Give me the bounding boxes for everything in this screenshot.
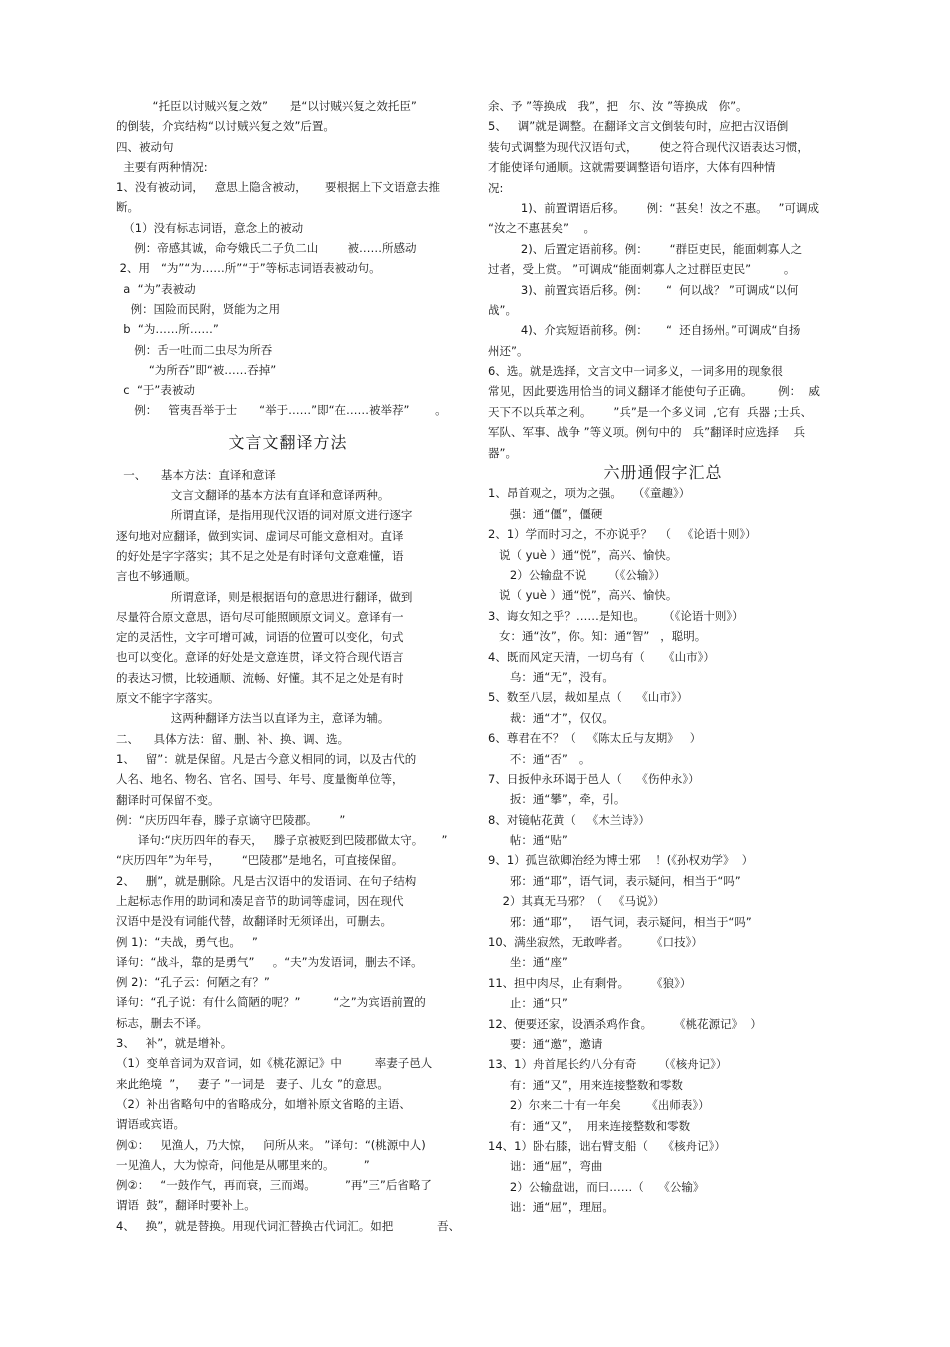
right-text-line: 4)、介宾短语前移。例： “ 还自扬州。”可调成“自扬 <box>488 323 801 338</box>
right-text-line: 要：通“邀”，邀请 <box>488 1036 603 1051</box>
right-text-line: 13、1）舟首尾长约八分有奇 （《核舟记》） <box>488 1057 728 1072</box>
right-text-line: 7、日扳仲永环谒于邑人（ 《伤仲永》） <box>488 771 700 786</box>
right-text-line: 3、诲女知之乎？……是知也。 （《论语十则》） <box>488 608 744 623</box>
right-text-line: 2）尔来二十有一年矣 《出师表》） <box>488 1098 710 1113</box>
right-text-line: 器”。 <box>488 445 517 460</box>
left-text-line: 2、用 “为”“为……所”“于”等标志词语表被动句。 <box>116 261 381 276</box>
right-text-line: 余、予 ”等换成 我”，把 尔、汝 ”等换成 你”。 <box>488 99 748 113</box>
right-text-line: “汝之不惠甚矣” 。 <box>488 221 596 236</box>
left-text-line: 来此绝境 ”， 妻子 ”一词是 妻子、儿女 ”的意思。 <box>116 1076 389 1091</box>
right-text-line: 诎：通“屈”，理屈。 <box>488 1200 614 1215</box>
left-text-line: 例：国险而民附，贤能为之用 <box>116 301 281 316</box>
left-text-line: 例 2)：“孔子云：何陋之有？” <box>116 975 270 990</box>
right-text-line: 天下不以兵革之利。 ”兵”是一个多义词 ,它有 兵器 ;士兵、 <box>488 404 813 419</box>
right-text-line: 6、选。就是选择，文言文中一词多义，一词多用的现象很 <box>488 364 783 379</box>
left-text-line: 一见渔人，大为惊奇，问他是从哪里来的。 ” <box>116 1157 370 1172</box>
left-text-line: 四、被动句 <box>116 139 174 154</box>
left-text-line: 主要有两种情况: <box>116 159 208 174</box>
right-text-line: 诎：通“屈”，弯曲 <box>488 1159 603 1174</box>
left-text-line: （2）补出省略句中的省略成分，如增补原文省略的主语、 <box>116 1096 411 1111</box>
right-text-line: 过者，受上赏。 ”可调成“能面刺寡人之过群臣吏民” 。 <box>488 262 796 277</box>
left-text-line: 文言文翻译的基本方法有直译和意译两种。 <box>116 488 390 503</box>
left-text-line: 3、 补”，就是增补。 <box>116 1036 233 1051</box>
left-text-line: 上起标志作用的助词和凑足音节的助词等虚词，因在现代 <box>116 893 404 908</box>
left-text-line: 的表达习惯，比较通顺、流畅、好懂。其不足之处是有时 <box>116 670 404 685</box>
left-text-line: 例：舌一吐而二虫尽为所吞 <box>116 342 273 357</box>
right-text-line: 10、满坐寂然，无敢哗者。 《口技》） <box>488 935 703 950</box>
right-text-line: 才能使译句通顺。这就需要调整语句语序，大体有四种情 <box>488 160 776 175</box>
left-text-line: 谓语 鼓”，翻译时要补上。 <box>116 1198 256 1213</box>
left-text-line: 逐句地对应翻译，做到实词、虚词尽可能文意相对。直译 <box>116 528 404 543</box>
left-text-line: b “为……所……” <box>116 322 219 337</box>
left-text-line: 汉语中是没有词能代替，故翻译时无须译出，可删去。 <box>116 914 392 929</box>
right-text-line: 裁：通“才”，仅仅。 <box>488 710 614 725</box>
left-text-line: 所谓直译，是指用现代汉语的词对原文进行逐字 <box>116 508 413 523</box>
right-text-line: 说（ yuè ）通“悦”，高兴、愉快。 <box>488 588 678 603</box>
left-text-line: 翻译时可保留不变。 <box>116 792 220 807</box>
right-text-line: 5、数至八层，裁如星点（ 《山市》） <box>488 690 689 705</box>
right-text-line: 2）公输盘不说 （《公输》） <box>488 567 666 582</box>
left-text-line: 例：帝感其诚，命夸娥氏二子负二山 被……所感动 <box>116 241 417 256</box>
right-text-line: 乌：通“无”，没有。 <box>488 669 614 684</box>
left-text-line: a “为”表被动 <box>116 281 196 296</box>
right-text-line: 11、担中肉尽，止有剩骨。 《狼》） <box>488 975 692 990</box>
left-text-line: 例②： “一鼓作气，再而衰，三而竭。 ”再”三”后省略了 <box>116 1178 432 1193</box>
right-text-line: 说（ yuè ）通“悦”，高兴、愉快。 <box>488 547 678 562</box>
left-text-line: （1）变单音词为双音词，如《桃花源记》中 率妻子邑人 <box>116 1056 433 1071</box>
left-text-line: 2、 删”，就是删除。凡是古汉语中的发语词、在句子结构 <box>116 873 417 888</box>
left-text-line: 一、 基本方法：直译和意译 <box>116 467 276 482</box>
right-text-line: 5、 调”就是调整。在翻译文言文倒装句时，应把古汉语倒 <box>488 119 789 134</box>
right-text-line: 常见，因此要选用恰当的词义翻译才能使句子正确。 例： 威 <box>488 384 820 399</box>
left-text-line: 的好处是字字落实；其不足之处是有时译句文意难懂，语 <box>116 548 404 563</box>
left-text-line: 例： 管夷吾举于士 “举于……”即“在……被举荐” 。 <box>116 403 447 418</box>
right-text-line: 2）其真无马邪？（ 《马说》） <box>488 894 665 909</box>
left-text-line: 的倒装，介宾结构“以讨贼兴复之效”后置。 <box>116 119 335 134</box>
right-text-line: 8、对镜帖花黄（ 《木兰诗》） <box>488 812 651 827</box>
left-text-line: 人名、地名、物名、官名、国号、年号、度量衡单位等， <box>116 772 404 787</box>
right-text-line: 扳：通“攀”，牵，引。 <box>488 792 626 807</box>
left-text-line: 这两种翻译方法当以直译为主，意译为辅。 <box>116 711 390 726</box>
right-column <box>488 96 838 1217</box>
right-text-line: 2）公输盘诎，而曰……（ 《公输》 <box>488 1179 705 1194</box>
left-text-line: 标志，删去不译。 <box>116 1015 208 1030</box>
right-text-line: 2)、后置定语前移。例： “群臣吏民，能面刺寡人之 <box>488 241 803 256</box>
right-text-line: 不：通“否” 。 <box>488 751 591 766</box>
left-text-line: “托臣以讨贼兴复之效” 是“以讨贼兴复之效托臣” <box>116 99 417 113</box>
left-text-line: 1、没有被动词， 意思上隐含被动， 要根据上下文语意去推 <box>116 180 441 195</box>
right-text-line: 帖：通“贴” <box>488 833 568 848</box>
left-text-line: 谓语或宾语。 <box>116 1117 185 1132</box>
right-text-line: 军队、军事、战争 ”等义项。例句中的 兵”翻译时应选择 兵 <box>488 425 806 440</box>
right-text-line: 战”。 <box>488 302 517 317</box>
left-section-heading: 文言文翻译方法 <box>228 432 348 452</box>
left-text-line: 1、 留”：就是保留。凡是古今意义相同的词，以及古代的 <box>116 751 417 766</box>
right-text-line: 况: <box>488 180 504 195</box>
right-text-line: 装句式调整为现代汉语句式， 使之符合现代汉语表达习惯， <box>488 139 809 154</box>
right-text-line: 止：通“只” <box>488 996 568 1011</box>
left-text-line: c “于”表被动 <box>116 383 195 398</box>
left-text-line: 也可以变化。意译的好处是文意连贯，译文符合现代语言 <box>116 650 404 665</box>
right-text-line: 邪：通“耶”，语气词，表示疑问，相当于“吗” <box>488 873 741 888</box>
left-text-line: 例①： 见渔人，乃大惊， 问所从来。 ”译句：“(桃源中人) <box>116 1137 426 1152</box>
left-text-line: 例：“庆历四年春，滕子京谪守巴陵郡。 ” <box>116 812 346 827</box>
right-text-line: 12、便要还家，设酒杀鸡作食。 《桃花源记》 ） <box>488 1016 762 1031</box>
right-section-heading: 六册通假字汇总 <box>603 463 723 483</box>
right-text-line: 有：通“又”，用来连接整数和零数 <box>488 1077 683 1092</box>
right-text-line: 坐：通“座” <box>488 955 568 970</box>
right-text-line: 女：通“汝”，你。知：通“智” ，聪明。 <box>488 629 707 644</box>
left-text-line: 所谓意译，则是根据语句的意思进行翻译，做到 <box>116 589 413 604</box>
left-text-line: 二、 具体方法：留、删、补、换、调、选。 <box>116 731 350 746</box>
right-text-line: 14、1）卧右膝，诎右臂支船（ 《核舟记》） <box>488 1138 726 1153</box>
right-text-line: 6、尊君在不？（ 《陈太丘与友期》 ） <box>488 731 702 746</box>
left-text-line: 4、 换”，就是替换。用现代词汇替换古代词汇。如把 吾、 <box>116 1218 461 1233</box>
left-column <box>116 96 460 1236</box>
left-text-line: 尽量符合原文意思，语句尽可能照顾原文词义。意译有一 <box>116 609 404 624</box>
left-text-line: 译句：“战斗，靠的是勇气” 。“夫”为发语词，删去不译。 <box>116 954 423 969</box>
left-text-line: 言也不够通顺。 <box>116 569 197 584</box>
left-text-line: “为所吞”即“被……吞掉” <box>116 362 277 377</box>
right-text-line: 4、既而风定天清，一切乌有（ 《山市》） <box>488 649 715 664</box>
left-text-line: 例 1)：“夫战，勇气也。 ” <box>116 934 258 949</box>
right-text-line: 1)、前置谓语后移。 例：“甚矣！汝之不惠。 ”可调成 <box>488 200 820 215</box>
left-text-line: 断。 <box>116 200 139 215</box>
right-text-line: 强：通“僵”，僵硬 <box>488 506 603 521</box>
right-text-line: 9、1）孤岂欲卿治经为博士邪 ！(《孙权劝学》 ） <box>488 853 754 868</box>
right-text-line: 有：通“又”， 用来连接整数和零数 <box>488 1118 691 1133</box>
left-text-line: 原文不能字字落实。 <box>116 691 220 706</box>
left-text-line: 译句：“孔子说：有什么简陋的呢？” “之”为宾语前置的 <box>116 995 426 1010</box>
left-text-line: “庆历四年”为年号， “巴陵郡”是地名，可直接保留。 <box>116 853 404 868</box>
right-text-line: 1、昂首观之，项为之强。 （《童趣》） <box>488 486 691 501</box>
left-text-line: 定的灵活性，文字可增可减，词语的位置可以变化，句式 <box>116 630 404 645</box>
right-text-line: 2、1）学而时习之，不亦说乎？ （ 《论语十则》） <box>488 527 757 542</box>
left-text-line: （1）没有标志词语，意念上的被动 <box>116 220 304 235</box>
right-text-line: 州还”。 <box>488 343 529 358</box>
left-text-line: 译句:“庆历四年的春天， 滕子京被贬到巴陵郡做太守。 ” <box>116 833 448 848</box>
right-text-line: 3)、前置宾语后移。例： “ 何以战？ ”可调成“以何 <box>488 282 799 297</box>
right-text-line: 邪：通“耶”， 语气词，表示疑问，相当于“吗” <box>488 914 752 929</box>
